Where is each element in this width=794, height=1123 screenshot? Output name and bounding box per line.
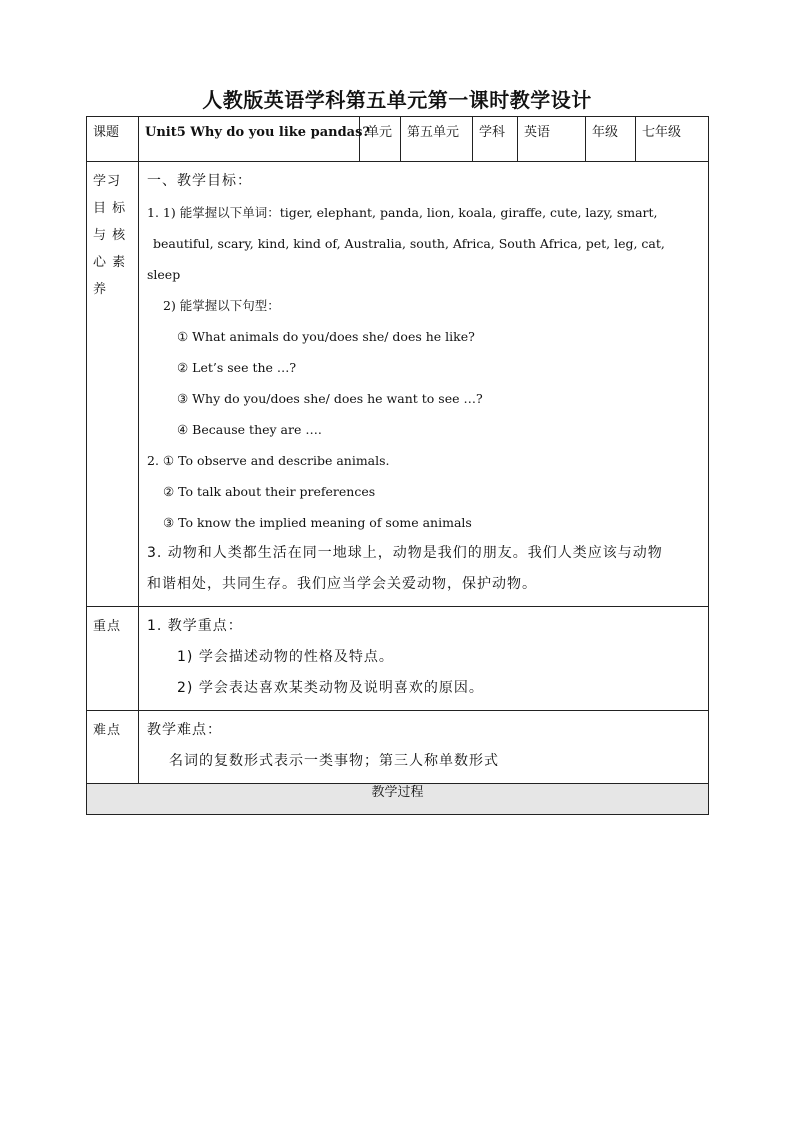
skill-item: ③ To know the implied meaning of some animals [163, 515, 472, 530]
difficulties-heading: 教学难点： [147, 722, 222, 738]
subject-value: 英语 [524, 125, 551, 140]
unit-value: 第五单元 [407, 125, 460, 140]
topic-label: 课题 [93, 125, 120, 140]
patterns-heading: 2) 能掌握以下句型： [163, 298, 280, 313]
skill-item: ② To talk about their preferences [163, 484, 376, 499]
grade-value: 七年级 [642, 125, 682, 140]
pattern-item: ② Let’s see the …? [177, 360, 297, 375]
document-title: 人教版英语学科第五单元第一课时教学设计 [202, 88, 592, 112]
difficulty-item: 名词的复数形式表示一类事物；第三人称单数形式 [169, 753, 499, 769]
objectives-label: 学习 目 标 与 核 心 素 养 [93, 174, 127, 297]
pattern-item: ① What animals do you/does she/ does he like? [177, 329, 475, 344]
vocab-line: sleep [147, 267, 181, 282]
objectives-content [139, 162, 708, 606]
skill-item: 2. ① To observe and describe animals. [147, 453, 390, 468]
difficulties-content [139, 711, 708, 783]
lesson-plan-table [86, 116, 709, 815]
key-points-row [87, 607, 709, 711]
key-points-label: 重点 [93, 619, 122, 634]
values-line: 和谐相处，共同生存。我们应当学会关爱动物，保护动物。 [147, 576, 537, 592]
objectives-heading: 一、教学目标： [147, 173, 252, 189]
pattern-item: ③ Why do you/does she/ does he want to see …? [177, 391, 483, 406]
vocab-line: 1. 1) 能掌握以下单词：tiger, elephant, panda, lion, koala, giraffe, cute, lazy, smart, [147, 205, 658, 220]
key-points-heading: 1. 教学重点： [147, 618, 243, 634]
unit-label: 单元 [366, 125, 393, 140]
objectives-row [87, 162, 709, 607]
process-label: 教学过程 [87, 784, 709, 815]
process-row [87, 784, 709, 815]
subject-label: 学科 [479, 125, 506, 140]
vocab-line: beautiful, scary, kind, kind of, Australia, south, Africa, South Africa, pet, leg, cat, [153, 236, 665, 251]
difficulties-row [87, 711, 709, 784]
difficulties-label: 难点 [93, 723, 122, 738]
key-point-item: 1) 学会描述动物的性格及特点。 [177, 649, 394, 665]
header-row [87, 117, 709, 162]
values-line: 3. 动物和人类都生活在同一地球上，动物是我们的朋友。我们人类应该与动物 [147, 545, 663, 561]
topic-value: Unit5 Why do you like pandas? [145, 125, 371, 140]
pattern-item: ④ Because they are …. [177, 422, 322, 437]
key-points-content [139, 607, 708, 710]
key-point-item: 2) 学会表达喜欢某类动物及说明喜欢的原因。 [177, 680, 484, 696]
grade-label: 年级 [592, 125, 619, 140]
